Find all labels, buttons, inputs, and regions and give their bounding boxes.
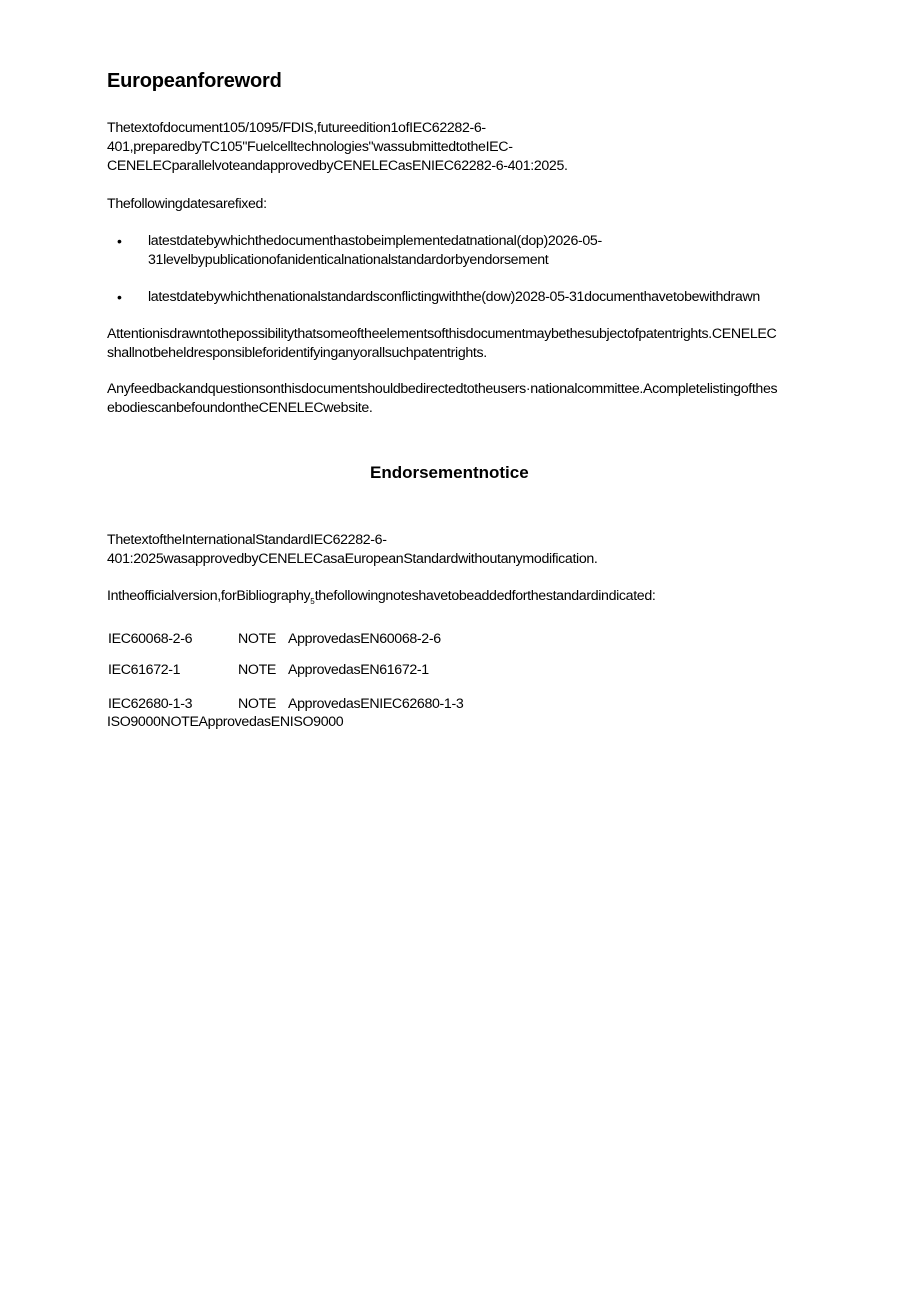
patent-line-2: shallnotbeheldresponsibleforidentifyinganyorallsuchpatentrights. [107, 345, 487, 361]
feedback-line-2: ebodiescanbefoundontheCENELECwebsite. [107, 400, 373, 416]
note-standard: IEC61672-1 [108, 662, 181, 678]
intro-line-3: CENELECparallelvoteandapprovedbyCENELECasENIEC62282-6-401:2025. [107, 158, 568, 174]
official-version-line [107, 587, 655, 607]
bullet-dop-line-2: 31levelbypublicationofanidenticalnationalstandardorbyendorsement [148, 252, 549, 268]
patent-line-1: Attentionisdrawntothepossibilitythatsomeoftheelementsofthisdocumentmaybethesubjectofpatentrights.CENELEC [107, 326, 777, 342]
official-pre: Intheofficialversion,forBibliography [107, 588, 311, 604]
bullet-dot-icon: • [117, 289, 122, 305]
endorsement-line-1: ThetextoftheInternationalStandardIEC62282-6- [107, 532, 387, 548]
bullet-dot-icon: • [117, 233, 122, 249]
note-text: ApprovedasENIEC62680-1-3 [288, 696, 464, 712]
feedback-line-1: Anyfeedbackandquestionsonthisdocumentshouldbedirectedtotheusers·nationalcommittee.Acompletelistingofthes [107, 381, 778, 397]
footnote-mark: 5 [310, 597, 315, 606]
note-iso9000: ISO9000NOTEApprovedasENISO9000 [107, 714, 344, 730]
intro-line-1: Thetextofdocument105/1095/FDIS,futureedition1ofIEC62282-6- [107, 120, 486, 136]
official-post: thefollowingnoteshavetobeaddedforthestandardindicated: [314, 588, 656, 604]
foreword-title: Europeanforeword [107, 70, 282, 92]
note-text: ApprovedasEN60068-2-6 [288, 631, 441, 647]
note-label: NOTE [238, 631, 277, 647]
note-standard: IEC62680-1-3 [108, 696, 193, 712]
note-label: NOTE [238, 662, 277, 678]
intro-line-2: 401,preparedbyTC105"Fuelcelltechnologies"wassubmittedtotheIEC- [107, 139, 513, 155]
endorsement-line-2: 401:2025wasapprovedbyCENELECasaEuropeanStandardwithoutanymodification. [107, 551, 598, 567]
bullet-dow-line: latestdatebywhichthenationalstandardsconflictingwiththe(dow)2028-05-31documenthavetobewithdrawn [148, 289, 760, 305]
bullet-dop-line-1: latestdatebywhichthedocumenthastobeimplementedatnational(dop)2026-05- [148, 233, 602, 249]
note-label: NOTE [238, 696, 277, 712]
note-standard: IEC60068-2-6 [108, 631, 193, 647]
note-text: ApprovedasEN61672-1 [288, 662, 429, 678]
dates-intro: Thefollowingdatesarefixed: [107, 196, 267, 212]
endorsement-title: Endorsementnotice [370, 463, 529, 482]
